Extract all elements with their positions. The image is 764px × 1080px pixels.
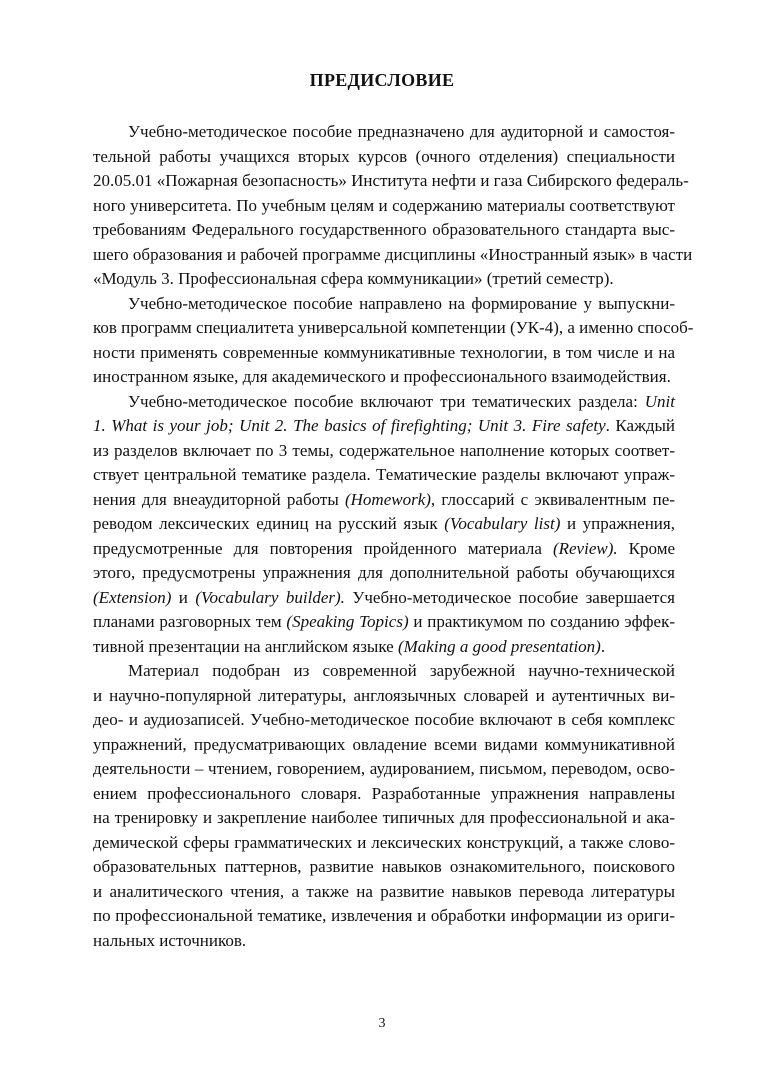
- text-line: ности применять современные коммуникативные технологии, в том числе и на: [93, 342, 675, 362]
- text-line: ков программ специалитета универсальной компетенции (УК-4), а именно способ-: [93, 318, 694, 337]
- text-line: из разделов включает по 3 темы, содержательное наполнение которых соответ-: [93, 440, 675, 460]
- text-run: тивной презентации на английском языке: [93, 636, 398, 656]
- page-number: 3: [378, 1016, 386, 1031]
- text-line: ствует центральной тематике раздела. Тематические разделы включают упраж-: [93, 465, 675, 484]
- text-run: и: [171, 587, 196, 607]
- text-line: Материал подобран из современной зарубежной научно-технической: [128, 661, 675, 680]
- paragraph-2: [93, 292, 694, 390]
- italic-run: (Extension): [93, 587, 172, 607]
- text-line: [93, 586, 675, 611]
- preface-body: [93, 120, 694, 953]
- text-run: . Каждый: [605, 416, 675, 435]
- italic-run: (Vocabulary builder).: [195, 587, 345, 607]
- text-line: шего образования и рабочей программе дисциплины «Иностранный язык» в части: [93, 244, 693, 264]
- text-line: део- и аудиозаписей. Учебно-методическое пособие включают в себя комплекс: [93, 710, 675, 729]
- text-run: и практикумом по созданию эффек-: [408, 612, 675, 631]
- text-run: реводом лексических единиц на русский язык: [93, 514, 445, 533]
- text-line: ного университета. По учебным целям и содержанию материалы соответствуют: [93, 195, 675, 215]
- text-run: нения для внеаудиторной работы: [93, 489, 345, 509]
- text-run: .: [600, 636, 606, 656]
- text-run: предусмотренные для повторения пройденного материала: [93, 538, 553, 558]
- italic-run: (Homework): [344, 489, 431, 509]
- text-line: и аналитического чтения, а также на развитие навыков перевода литературы: [93, 881, 675, 901]
- italic-run: Unit: [644, 391, 675, 411]
- paragraph-3: [93, 390, 675, 660]
- text-line: 20.05.01 «Пожарная безопасность» Института нефти и газа Сибирского федераль-: [93, 171, 689, 190]
- text-line: на тренировку и закрепление наиболее типичных для профессиональной и ака-: [93, 808, 675, 827]
- italic-run: (Making a good presentation): [397, 636, 601, 656]
- text-run: , глоссарий с эквивалентным пе-: [430, 489, 675, 509]
- text-line: тельной работы учащихся вторых курсов (очного отделения) специальности: [93, 146, 675, 166]
- italic-run: (Review).: [552, 538, 618, 558]
- text-line: требованиям Федерального государственного образовательного стандарта выс-: [93, 220, 675, 239]
- text-line: нальных источников.: [93, 930, 247, 950]
- text-line: [93, 390, 675, 415]
- text-line: по профессиональной тематике, извлечения и обработки информации из ориги-: [93, 906, 675, 925]
- text-run: планами разговорных тем: [93, 612, 287, 631]
- page-title: ПРЕДИСЛОВИЕ: [309, 70, 455, 90]
- text-line: ением профессионального словаря. Разработанные упражнения направлены: [93, 783, 675, 803]
- paragraph-1: [93, 120, 693, 292]
- text-line: [93, 635, 675, 660]
- text-line: деятельности – чтением, говорением, аудированием, письмом, переводом, осво-: [93, 759, 675, 778]
- italic-run: (Speaking Topics): [286, 612, 409, 631]
- text-line: этого, предусмотрены упражнения для дополнительной работы обучающихся: [93, 563, 675, 582]
- text-run: Учебно-методическое пособие включают три тематических раздела:: [128, 391, 645, 411]
- italic-run: (Vocabulary list): [444, 514, 561, 533]
- text-line: «Модуль 3. Профессиональная сфера коммуникации» (третий семестр).: [93, 269, 614, 288]
- text-line: иностранном языке, для академического и профессионального взаимодействия.: [93, 367, 671, 386]
- text-line: [93, 414, 675, 439]
- text-line: Учебно-методическое пособие предназначено для аудиторной и самостоя-: [128, 122, 675, 141]
- text-line: [93, 488, 675, 513]
- text-line: [93, 610, 675, 635]
- text-line: образовательных паттернов, развитие навыков ознакомительного, поискового: [93, 857, 675, 876]
- paragraph-4: [93, 659, 675, 953]
- text-line: [93, 537, 675, 562]
- text-run: Учебно-методическое пособие завершается: [344, 587, 675, 607]
- italic-run: 1. What is your job; Unit 2. The basics of firefighting; Unit 3. Fire safety: [93, 416, 606, 435]
- text-line: упражнений, предусматривающих овладение всеми видами коммуникативной: [93, 734, 675, 754]
- text-line: Учебно-методическое пособие направлено на формирование у выпускни-: [128, 293, 675, 313]
- text-line: и научно-популярной литературы, англоязычных словарей и аутентичных ви-: [93, 685, 675, 705]
- text-line: [93, 512, 675, 537]
- text-line: демической сферы грамматических и лексических конструкций, а также слово-: [93, 832, 675, 852]
- text-run: Кроме: [617, 538, 675, 558]
- text-run: и упражнения,: [560, 514, 675, 533]
